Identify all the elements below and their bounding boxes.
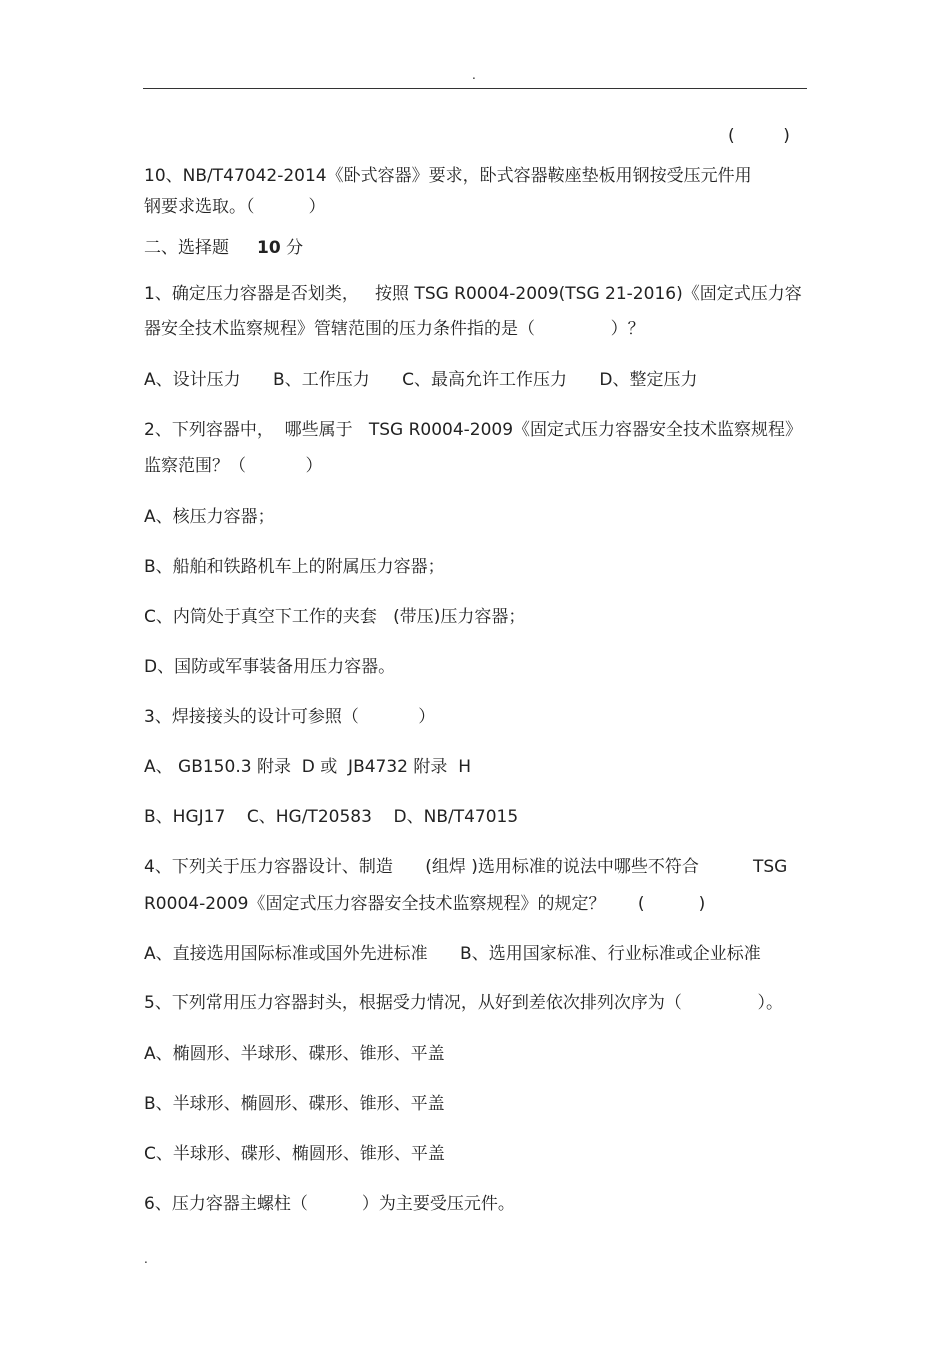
q1-options: A、设计压力 B、工作压力 C、最高允许工作压力 D、整定压力 — [144, 370, 698, 390]
section-score: 10 — [257, 238, 281, 258]
q3-line-1: 3、焊接接头的设计可参照（ ） — [144, 707, 436, 727]
q4-options: A、直接选用国际标准或国外先进标准 B、选用国家标准、行业标准或企业标准 — [144, 944, 761, 964]
q5-option-c: C、半球形、碟形、椭圆形、锥形、平盖 — [144, 1144, 445, 1164]
q6-line-1: 6、压力容器主螺柱（ ）为主要受压元件。 — [144, 1194, 515, 1214]
q2-option-a: A、核压力容器； — [144, 507, 275, 527]
q10-line-2: 钢要求选取。（ ） — [144, 197, 326, 217]
q2-line-1: 2、下列容器中， 哪些属于 TSG R0004-2009《固定式压力容器安全技术监察规程》 — [144, 420, 803, 440]
q3-option-a: A、 GB150.3 附录 D 或 JB4732 附录 H — [144, 757, 471, 777]
q5-line-1: 5、下列常用压力容器封头，根据受力情况，从好到差依次排列次序为（ ）。 — [144, 993, 783, 1013]
q2-option-c: C、内筒处于真空下工作的夹套 (带压)压力容器； — [144, 607, 526, 627]
section-title — [144, 236, 303, 260]
q10-line-1: 10、NB/T47042-2014《卧式容器》要求，卧式容器鞍座垫板用钢按受压元件用 — [144, 166, 752, 186]
q2-option-d: D、国防或军事装备用压力容器。 — [144, 657, 396, 677]
q4-line-1: 4、下列关于压力容器设计、制造 (组焊 )选用标准的说法中哪些不符合 TSG — [144, 857, 788, 877]
footer-dot: . — [144, 1252, 148, 1266]
header-dot: . — [472, 68, 476, 82]
q5-option-a: A、椭圆形、半球形、碟形、锥形、平盖 — [144, 1044, 445, 1064]
q2-option-b: B、船舶和铁路机车上的附属压力容器； — [144, 557, 445, 577]
q5-option-b: B、半球形、椭圆形、碟形、锥形、平盖 — [144, 1094, 445, 1114]
q1-line-2: 器安全技术监察规程》管辖范围的压力条件指的是（ ）？ — [144, 319, 645, 339]
header-rule — [143, 88, 807, 89]
q2-line-2: 监察范围？（ ） — [144, 456, 323, 476]
section-title-text: 二、选择题 — [144, 238, 229, 258]
q4-line-2: R0004-2009《固定式压力容器安全技术监察规程》的规定？ ( ) — [144, 894, 706, 914]
section-score-unit: 分 — [280, 238, 304, 258]
q1-line-1: 1、确定压力容器是否划类， 按照 TSG R0004-2009(TSG 21-2016)《固定式压力容 — [144, 284, 802, 304]
q9-answer-blank: ( ) — [728, 126, 790, 146]
q3-options-bcd: B、HGJ17 C、HG/T20583 D、NB/T47015 — [144, 807, 519, 827]
